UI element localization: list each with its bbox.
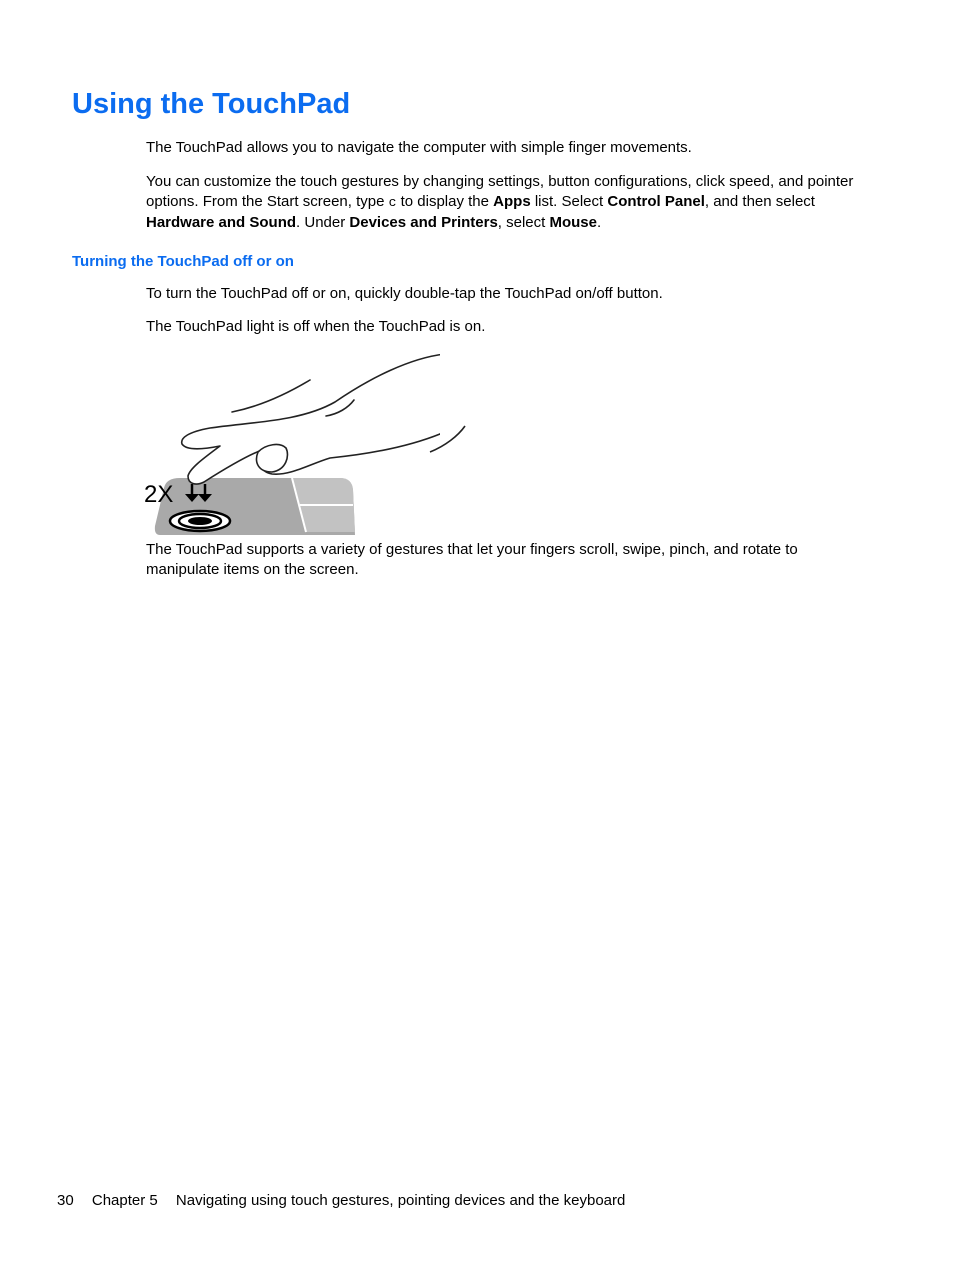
customize-text-5: . Under bbox=[296, 214, 350, 231]
intro-paragraph: The TouchPad allows you to navigate the computer with simple finger movements. bbox=[146, 139, 692, 156]
customize-paragraph bbox=[146, 172, 866, 233]
chapter-title: Navigating using touch gestures, pointing devices and the keyboard bbox=[175, 1192, 626, 1209]
page-footer bbox=[57, 1192, 639, 1209]
touchpad-onoff-button-icon bbox=[170, 511, 230, 531]
customize-text-2: to display the bbox=[396, 193, 494, 210]
control-panel-term: Control Panel bbox=[607, 193, 705, 210]
apps-term: Apps bbox=[493, 193, 531, 210]
customize-text-1: You can customize the touch gestures by changing settings, button configurations, click speed, and pointer options. From the Start screen, type bbox=[146, 173, 854, 210]
touchpad-drawing bbox=[140, 350, 470, 540]
gestures-paragraph: The TouchPad supports a variety of gestures that let your fingers scroll, swipe, pinch, and rotate to manipulate items on the screen. bbox=[146, 541, 798, 578]
hand-icon bbox=[182, 354, 466, 484]
toggle-instruction: To turn the TouchPad off or on, quickly double-tap the TouchPad on/off button. bbox=[146, 285, 663, 302]
subsection-title: Turning the TouchPad off or on bbox=[72, 253, 294, 270]
customize-text-6: , select bbox=[497, 214, 550, 231]
customize-text-3: list. Select bbox=[530, 193, 608, 210]
page-title: Using the TouchPad bbox=[72, 88, 351, 120]
page-number: 30 bbox=[57, 1192, 74, 1209]
key-c: c bbox=[388, 195, 397, 210]
chapter-label: Chapter 5 bbox=[91, 1192, 158, 1209]
touchpad-illustration bbox=[140, 350, 470, 540]
light-note: The TouchPad light is off when the TouchPad is on. bbox=[146, 318, 486, 335]
mouse-term: Mouse bbox=[549, 214, 597, 231]
hardware-term: Hardware and Sound bbox=[146, 214, 297, 231]
customize-text-7: . bbox=[597, 214, 602, 231]
devices-term: Devices and Printers bbox=[349, 214, 498, 231]
double-tap-label: 2X bbox=[144, 481, 174, 508]
customize-text-4: , and then select bbox=[704, 193, 815, 210]
